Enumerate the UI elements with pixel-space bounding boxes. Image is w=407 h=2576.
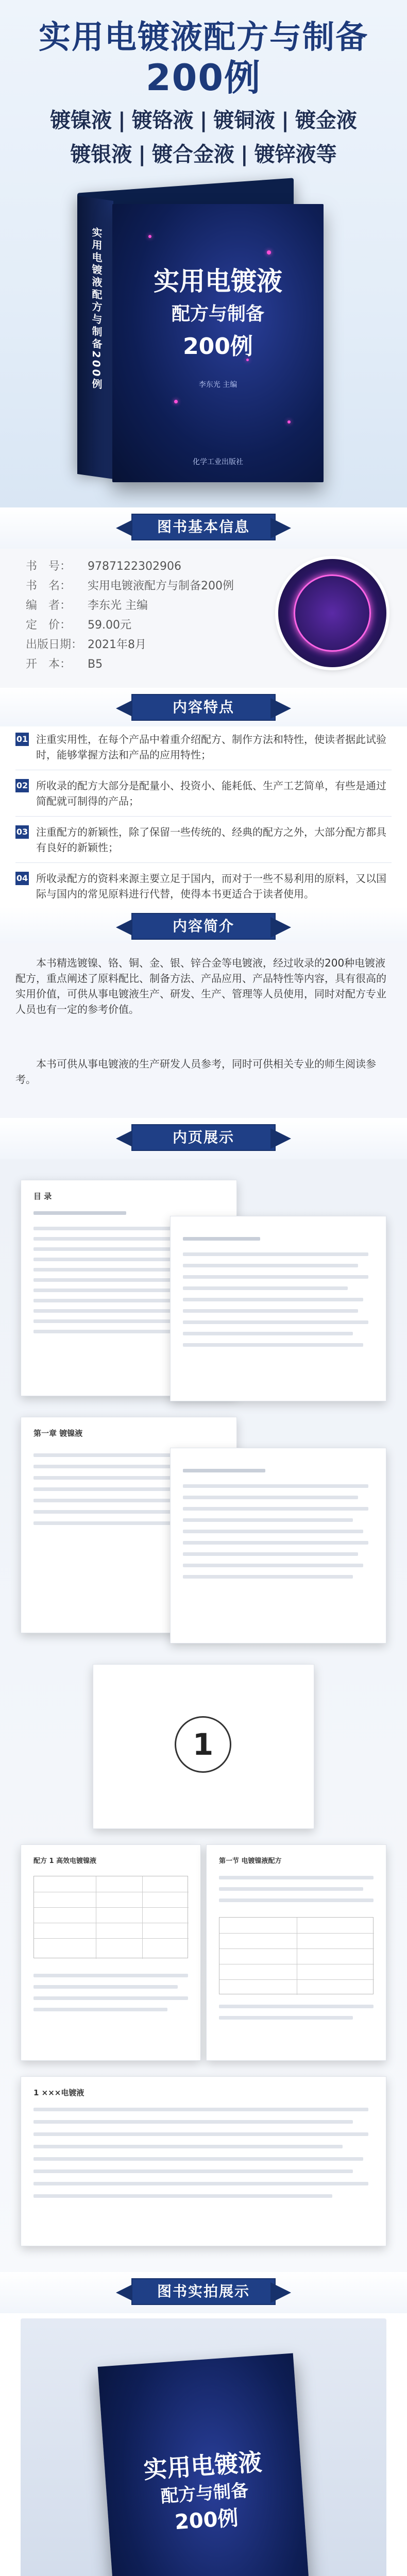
cover-publisher: 化学工业出版社: [193, 458, 243, 466]
text-line: [219, 1887, 363, 1891]
feature-text: 注重配方的新颖性，除了保留一些传统的、经典的配方之外，大部分配方都具有良好的新颖性；: [36, 826, 386, 854]
info-value: 59.00元: [88, 619, 131, 632]
text-line: [183, 1575, 353, 1579]
tag: 镀铜液: [213, 109, 276, 132]
photo-book: [98, 2353, 315, 2576]
text-line: [183, 1552, 358, 1556]
preview-page-subtitle: 第一节 电镀镍液配方: [219, 1857, 282, 1865]
text-line: [219, 2005, 374, 2008]
tag: 镀铬液: [131, 109, 194, 132]
info-key: 出版日期：: [26, 638, 83, 651]
hero-title: [0, 18, 407, 99]
preview-page-title: 配方 1 高效电镀镍液: [33, 1857, 97, 1865]
text-line: [33, 2157, 363, 2161]
text-line: [33, 1985, 178, 1989]
ribbon: [116, 694, 291, 721]
info-key: 开 本：: [26, 658, 72, 671]
text-line: [183, 1496, 358, 1499]
text-line: [33, 2132, 368, 2136]
info-row: [26, 579, 283, 594]
photo-book-title: 实用电镀液: [142, 2448, 263, 2484]
hero-title-line1: 实用电镀液配方与制备: [38, 18, 368, 56]
text-line: [183, 1541, 368, 1545]
text-line: [183, 1484, 368, 1488]
cover-thumbnail: [278, 559, 386, 667]
section-header-preview: [0, 1118, 407, 1159]
tag: 镀银液: [70, 143, 132, 166]
text-line: [183, 1264, 358, 1267]
book-spine-text: 实用电镀液配方与制备200例: [90, 226, 103, 392]
recipe-table: [219, 1917, 374, 1994]
text-line: [219, 2016, 353, 2020]
sparkle-dot: [287, 420, 291, 423]
summary-paragraph: 本书精选镀镍、铬、铜、金、银、锌合金等电镀液，经过收录的200种电镀液配方，重点阐述了原料配比、制备方法、产品应用、产品特性等内容，具有很高的实用价值，可供从事电镀液生产、研发、生产、管理等人员使用，同时对配方专业人员也有一定的参考价值。: [15, 957, 386, 1015]
feature-item: [15, 871, 392, 902]
tag: 镀镍液: [50, 109, 112, 132]
text-line: [33, 1996, 188, 2000]
text-line: [183, 1518, 353, 1522]
text-line: [33, 2108, 368, 2111]
info-key: 定 价：: [26, 619, 72, 632]
text-line: [183, 1332, 353, 1335]
preview-page-recipe: [21, 1844, 201, 2061]
tag: 镀合金液: [152, 143, 234, 166]
feature-number: 03: [15, 825, 29, 839]
feature-number: 02: [15, 779, 29, 792]
info-row: [26, 618, 283, 633]
cover-thumbnail-ring: [294, 574, 371, 652]
cover-author: 李东光 主编: [198, 381, 238, 389]
text-line: [183, 1320, 368, 1324]
preview-page-wide: [21, 2076, 386, 2246]
info-row: [26, 559, 283, 574]
text-line: [33, 2194, 332, 2198]
text-line: [33, 1974, 188, 1977]
feature-text: 所收录配方的资料来源主要立足于国内，而对于一些不易利用的原料，又以国际与国内的常见原料进行代替，使得本书更适合于读者使用。: [36, 872, 386, 900]
preview-page-title: 第一章 镀镍液: [33, 1429, 83, 1438]
table-rule: [34, 1938, 189, 1939]
section-title: 内页展示: [172, 1129, 234, 1146]
info-row: [26, 657, 283, 672]
text-line: [183, 1286, 348, 1290]
feature-number: 01: [15, 733, 29, 746]
text-line: [183, 1237, 260, 1241]
info-value: 2021年8月: [88, 638, 146, 651]
text-line: [33, 2170, 353, 2173]
cover-title-line3: 200例: [183, 333, 253, 360]
table-rule: [34, 1907, 189, 1908]
ribbon: [116, 514, 291, 540]
feature-item: [15, 732, 392, 762]
text-line: [33, 2120, 353, 2124]
sparkle-dot: [267, 250, 271, 255]
section-header-summary: [0, 907, 407, 948]
preview-page-toc-2: [170, 1216, 386, 1401]
info-value: 9787122302906: [88, 560, 181, 573]
ribbon: [116, 913, 291, 940]
feature-number: 04: [15, 872, 29, 885]
divider: [15, 816, 392, 817]
hero-banner: [0, 0, 407, 507]
info-key: 编 者：: [26, 599, 72, 612]
text-line: [183, 1309, 358, 1313]
section-title: 内容简介: [172, 918, 234, 935]
book-cover-3d: [57, 185, 345, 495]
section-title: 图书基本信息: [157, 518, 250, 535]
info-value: B5: [88, 658, 103, 671]
text-line: [183, 1507, 368, 1511]
preview-page-title: 目 录: [33, 1192, 52, 1201]
page-preview-gallery: [0, 1159, 407, 2272]
preview-page-title: 1 ×××电镀液: [33, 2088, 84, 2097]
section-title: 内容特点: [172, 699, 234, 716]
cover-title-line2: 配方与制备: [171, 303, 264, 325]
preview-page-chapter-2: [170, 1448, 386, 1643]
text-line: [33, 2182, 368, 2185]
sparkle-dot: [174, 400, 178, 403]
summary-panel: [0, 943, 407, 1118]
basic-info-panel: [0, 549, 407, 688]
text-line: [33, 1211, 126, 1215]
text-line: [183, 1252, 368, 1256]
feature-item: [15, 778, 392, 809]
text-line: [183, 1530, 363, 1533]
text-line: [183, 1469, 265, 1472]
section-title: 图书实拍展示: [157, 2283, 250, 2300]
info-value: 实用电镀液配方与制备200例: [88, 580, 234, 592]
tag-row-1: 镀镍液 | 镀铬液 | 镀铜液 | 镀金液: [21, 106, 386, 135]
section-header-basic-info: [0, 507, 407, 549]
photo-book-title: 200例: [174, 2506, 240, 2535]
text-line: [33, 2145, 343, 2148]
features-list: [0, 726, 407, 938]
text-line: [183, 1275, 368, 1279]
info-row: [26, 637, 283, 653]
hero-title-line2: 200例: [145, 57, 262, 99]
ribbon: [116, 1124, 291, 1151]
tag: 镀金液: [295, 109, 357, 132]
tag: 镀锌液等: [254, 143, 337, 166]
text-line: [219, 1899, 374, 1902]
photo-book-title: 配方与制备: [160, 2480, 249, 2507]
info-value: 李东光 主编: [88, 599, 148, 612]
feature-text: 注重实用性，在每个产品中着重介绍配方、制作方法和特性，使读者据此试验时，能够掌握方法和产品的应用特性；: [36, 733, 386, 761]
divider: [15, 862, 392, 863]
text-line: [183, 1564, 363, 1567]
recipe-table: [33, 1876, 188, 1958]
info-key: 书 名：: [26, 580, 72, 592]
page-number-badge: 1: [175, 1716, 231, 1773]
book-front-cover: [112, 204, 324, 482]
photo-book-standing: [21, 2318, 386, 2576]
cover-title-line1: 实用电镀液: [154, 266, 282, 296]
summary-paragraph: 本书可供从事电镀液的生产研发人员参考，同时可供相关专业的师生阅读参考。: [15, 1058, 376, 1086]
text-line: [183, 1343, 363, 1347]
info-key: 书 号：: [26, 560, 72, 573]
text-line: [33, 2008, 167, 2011]
feature-text: 所收录的配方大部分是配量小、投资小、能耗低、生产工艺简单，有些是通过简配就可制得的产品；: [36, 779, 386, 807]
sparkle-dot: [148, 235, 151, 238]
ribbon: [116, 2278, 291, 2305]
preview-page-recipe-2: [206, 1844, 386, 2061]
info-row: [26, 598, 283, 614]
table-rule: [142, 1876, 143, 1959]
section-header-features: [0, 688, 407, 729]
preview-page-number: [93, 1664, 314, 1829]
section-header-photos: [0, 2272, 407, 2313]
tag-row-2: 镀银液 | 镀合金液 | 镀锌液等: [21, 140, 386, 169]
feature-item: [15, 824, 392, 855]
text-line: [219, 1876, 374, 1879]
text-line: [183, 1298, 363, 1301]
